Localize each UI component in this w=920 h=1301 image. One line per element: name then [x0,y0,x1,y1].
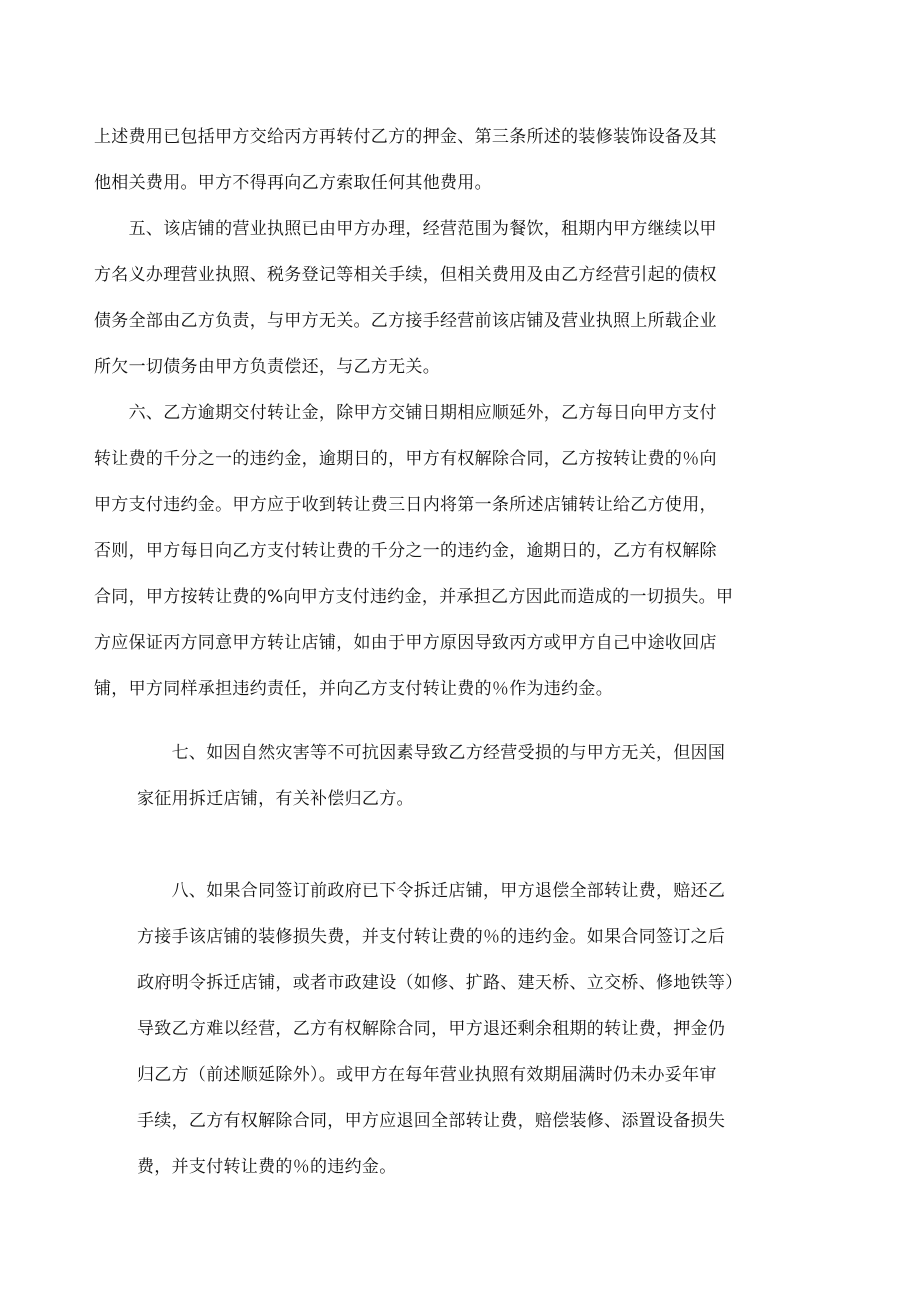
paragraph-fees-included [94,114,834,206]
text-line: 方应保证丙方同意甲方转让店铺，如由于甲方原因导致丙方或甲方自己中途收回店 [94,633,717,653]
text-line: 甲方支付违约金。甲方应于收到转让费三日内将第一条所述店铺转让给乙方使用， [94,495,717,515]
text-line: 方名义办理营业执照、税务登记等相关手续，但相关费用及由乙方经营引起的债权 [94,265,717,285]
text-line: 否则，甲方每日向乙方支付转让费的千分之一的违约金，逾期日的，乙方有权解除 [94,541,717,561]
text-line: 上述费用已包括甲方交给丙方再转付乙方的押金、第三条所述的装修装饰设备及其 [94,127,717,147]
text-line: 七、如因自然灾害等不可抗因素导致乙方经营受损的与甲方无关，但因国 [137,743,726,763]
text-line: 他相关费用。甲方不得再向乙方索取任何其他费用。 [94,173,492,193]
text-line: 铺，甲方同样承担违约责任，并向乙方支付转让费的％作为违约金。 [94,679,613,699]
text-line: 六、乙方逾期交付转让金，除甲方交铺日期相应顺延外，乙方每日向甲方支付 [94,403,717,423]
clause-7-force-majeure [137,730,837,822]
text-line: 导致乙方难以经营，乙方有权解除合同，甲方退还剩余租期的转让费，押金仍 [137,1019,726,1039]
text-line: 转让费的千分之一的违约金，逾期日的，甲方有权解除合同，乙方按转让费的％向 [94,449,717,469]
clause-8-demolition [137,868,837,1190]
text-line: 所欠一切债务由甲方负责偿还，与乙方无关。 [94,357,440,377]
text-line: 家征用拆迁店铺，有关补偿归乙方。 [137,789,414,809]
clause-6-late-payment [94,390,834,712]
clause-5-business-license [94,206,834,390]
text-line: 五、该店铺的营业执照已由甲方办理，经营范围为餐饮，租期内甲方继续以甲 [94,219,717,239]
text-line: 归乙方（前述顺延除外）。或甲方在每年营业执照有效期届满时仍未办妥年审 [137,1065,717,1085]
text-line: 八、如果合同签订前政府已下令拆迁店铺，甲方退偿全部转让费，赔还乙 [137,881,726,901]
text-line: 手续，乙方有权解除合同，甲方应退回全部转让费，赔偿装修、添置设备损失 [137,1111,726,1131]
text-line: 合同，甲方按转让费的%向甲方支付违约金，并承担乙方因此而造成的一切损失。甲 [94,587,734,607]
text-line: 费，并支付转让费的％的违约金。 [137,1157,397,1177]
text-line: 方接手该店铺的装修损失费，并支付转让费的％的违约金。如果合同签订之后 [137,927,726,947]
text-line: 债务全部由乙方负责，与甲方无关。乙方接手经营前该店铺及营业执照上所载企业 [94,311,717,331]
text-line: 政府明令拆迁店铺，或者市政建设（如修、扩路、建天桥、立交桥、修地铁等） [137,973,743,993]
